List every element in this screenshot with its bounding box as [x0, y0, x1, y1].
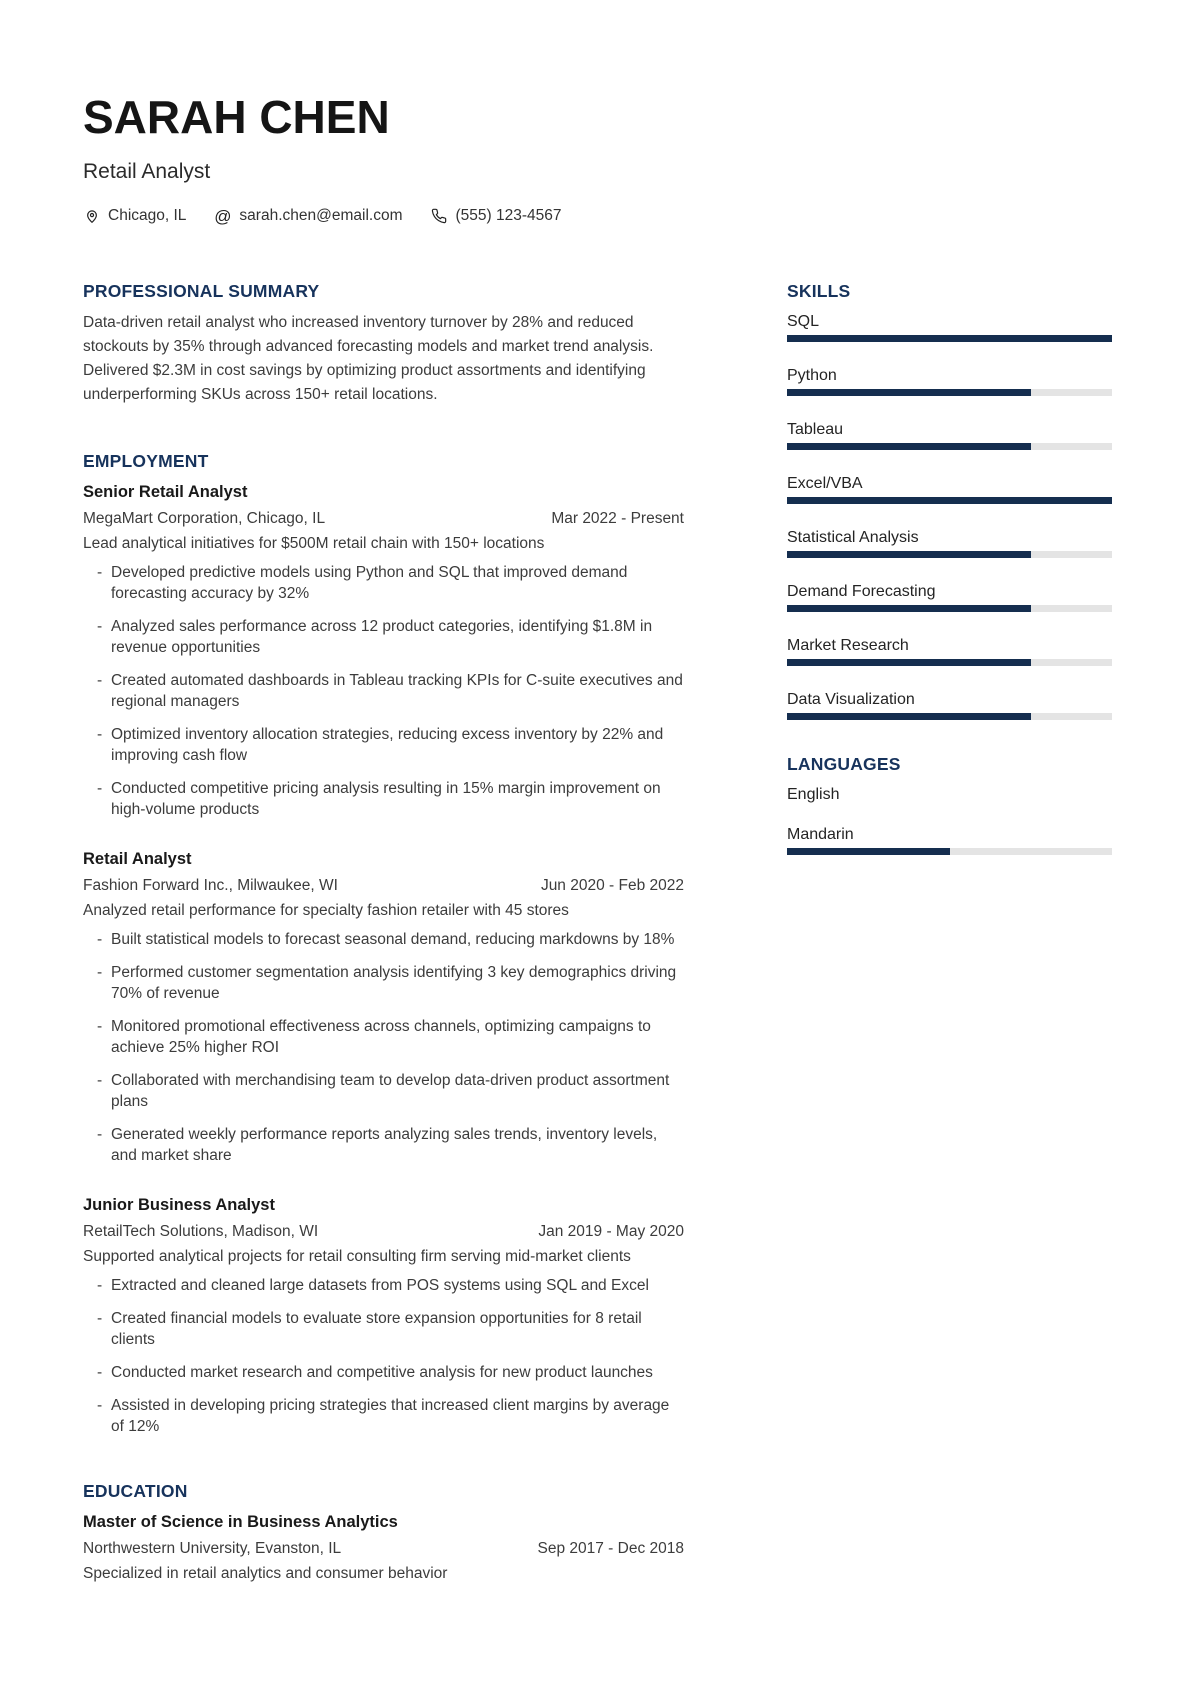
language-label: Mandarin [787, 825, 854, 843]
bullet-dash: - [97, 563, 103, 581]
job-entry [83, 1194, 684, 1437]
job-lead: Analyzed retail performance for specialty fashion retailer with 45 stores [83, 901, 569, 919]
education-school: Northwestern University, Evanston, IL [83, 1539, 342, 1557]
at-icon: @ [214, 206, 232, 226]
skill-label: Statistical Analysis [787, 528, 919, 546]
bullet-text: Created financial models to evaluate store expansion opportunities for 8 retail clients [111, 1309, 642, 1348]
job-title: Retail Analyst [83, 849, 192, 868]
bullet-dash: - [97, 1396, 103, 1414]
job-bullet-list [83, 562, 684, 820]
skill-label: Data Visualization [787, 690, 915, 708]
skill-bar-fill [787, 713, 1031, 720]
job-meta-row [83, 1221, 684, 1243]
skill-label: Python [787, 366, 837, 384]
bullet-text: Collaborated with merchandising team to develop data-driven product assortment plans [111, 1071, 670, 1110]
job-company: RetailTech Solutions, Madison, WI [83, 1222, 319, 1240]
skill-bar-fill [787, 335, 1112, 342]
job-bullet [83, 1275, 684, 1296]
bullet-dash: - [97, 1363, 103, 1381]
job-bullet [83, 562, 684, 604]
job-title: Junior Business Analyst [83, 1195, 275, 1214]
contact-text: Chicago, IL [108, 207, 187, 224]
skills-section [787, 281, 1112, 720]
job-title: Senior Retail Analyst [83, 482, 248, 501]
job-company: MegaMart Corporation, Chicago, IL [83, 509, 326, 527]
skill-item [787, 311, 1112, 342]
contact-text: (555) 123-4567 [455, 207, 562, 224]
bullet-text: Created automated dashboards in Tableau tracking KPIs for C-suite executives and regional managers [111, 671, 683, 710]
skills-heading: SKILLS [787, 281, 851, 301]
bullet-dash: - [97, 930, 103, 948]
employment-heading: EMPLOYMENT [83, 450, 209, 471]
job-bullet [83, 670, 684, 712]
bullet-text: Conducted market research and competitive analysis for new product launches [111, 1363, 653, 1381]
job-dates: Jan 2019 - May 2020 [538, 1222, 684, 1240]
job-bullet [83, 1308, 684, 1350]
skill-bar-track [787, 659, 1112, 666]
job-bullet [83, 1124, 684, 1166]
job-bullet [83, 1070, 684, 1112]
job-dates: Mar 2022 - Present [551, 509, 684, 527]
bullet-dash: - [97, 1017, 103, 1035]
contact-item [430, 207, 561, 225]
main-column [83, 281, 684, 1585]
language-item [787, 784, 1112, 806]
person-title: Retail Analyst [83, 160, 211, 183]
bullet-text: Extracted and cleaned large datasets from POS systems using SQL and Excel [111, 1276, 649, 1294]
education-detail: Specialized in retail analytics and consumer behavior [83, 1564, 448, 1582]
language-item [787, 824, 1112, 855]
bullet-text: Conducted competitive pricing analysis resulting in 15% margin improvement on high-volume products [111, 779, 661, 818]
languages-section [787, 754, 1112, 855]
bullet-dash: - [97, 1125, 103, 1143]
skill-item [787, 581, 1112, 612]
bullet-dash: - [97, 1071, 103, 1089]
job-bullet-list [83, 1275, 684, 1437]
skill-label: SQL [787, 312, 820, 330]
bullet-text: Performed customer segmentation analysis identifying 3 key demographics driving 70% of revenue [111, 963, 677, 1002]
summary-heading: PROFESSIONAL SUMMARY [83, 281, 320, 301]
education-heading: EDUCATION [83, 1480, 188, 1501]
bullet-text: Developed predictive models using Python and SQL that improved demand forecasting accuracy by 32% [111, 563, 628, 602]
job-bullet [83, 1395, 684, 1437]
person-name: SARAH CHEN [83, 91, 390, 143]
summary-text: Data-driven retail analyst who increased inventory turnover by 28% and reduced stockouts by 35% through advanced forecasting models and market trend analysis. Delivered $2.3M in cost savings by optimizing product assortments and identifying underperforming SKUs across 150+ retail locations. [83, 313, 654, 403]
bullet-dash: - [97, 617, 103, 635]
bullet-dash: - [97, 779, 103, 797]
bullet-dash: - [97, 725, 103, 743]
language-bar-fill [787, 848, 950, 855]
skill-bar-fill [787, 659, 1031, 666]
job-bullet [83, 724, 684, 766]
sidebar-column [787, 281, 1112, 1585]
education-degree: Master of Science in Business Analytics [83, 1512, 398, 1531]
bullet-dash: - [97, 671, 103, 689]
skill-bar-fill [787, 443, 1031, 450]
bullet-text: Monitored promotional effectiveness across channels, optimizing campaigns to achieve 25% higher ROI [111, 1017, 651, 1056]
job-bullet [83, 1362, 684, 1383]
job-dates: Jun 2020 - Feb 2022 [540, 876, 684, 894]
language-label: English [787, 785, 840, 803]
job-company: Fashion Forward Inc., Milwaukee, WI [83, 876, 338, 894]
job-entry [83, 848, 684, 1166]
employment-section [83, 451, 684, 1437]
job-bullet [83, 616, 684, 658]
contact-text: sarah.chen@email.com [239, 207, 403, 224]
skill-label: Excel/VBA [787, 474, 863, 492]
job-meta-row [83, 875, 684, 897]
skill-item [787, 365, 1112, 396]
skill-item [787, 689, 1112, 720]
education-dates: Sep 2017 - Dec 2018 [537, 1539, 684, 1557]
job-bullet [83, 929, 684, 950]
contact-row [83, 207, 1112, 225]
phone-icon [430, 208, 447, 225]
education-meta-row [83, 1538, 684, 1560]
skill-bar-track [787, 335, 1112, 342]
bullet-dash: - [97, 1276, 103, 1294]
job-meta-row [83, 508, 684, 530]
two-column-layout [83, 281, 1112, 1585]
job-bullet [83, 778, 684, 820]
skill-label: Demand Forecasting [787, 582, 936, 600]
skill-item [787, 419, 1112, 450]
job-lead: Supported analytical projects for retail consulting firm serving mid-market clients [83, 1247, 631, 1265]
contact-item [83, 207, 186, 225]
skill-item [787, 527, 1112, 558]
skill-bar-track [787, 551, 1112, 558]
skill-bar-fill [787, 605, 1031, 612]
skill-bar-track [787, 443, 1112, 450]
skill-bar-fill [787, 497, 1112, 504]
education-section [83, 1481, 684, 1585]
skill-bar-track [787, 605, 1112, 612]
bullet-text: Generated weekly performance reports analyzing sales trends, inventory levels, and market share [111, 1125, 658, 1164]
contact-item [214, 207, 402, 225]
languages-heading: LANGUAGES [787, 753, 901, 774]
bullet-text: Assisted in developing pricing strategies that increased client margins by average of 12% [111, 1396, 670, 1435]
skill-bar-track [787, 713, 1112, 720]
bullet-text: Optimized inventory allocation strategies, reducing excess inventory by 22% and improving cash flow [111, 725, 664, 764]
job-bullet-list [83, 929, 684, 1166]
skill-label: Tableau [787, 420, 844, 438]
professional-summary-section [83, 281, 684, 407]
skill-bar-track [787, 389, 1112, 396]
job-entry [83, 481, 684, 820]
job-lead: Lead analytical initiatives for $500M retail chain with 150+ locations [83, 534, 545, 552]
location-pin-icon [83, 208, 100, 225]
bullet-text: Built statistical models to forecast seasonal demand, reducing markdowns by 18% [111, 930, 675, 948]
bullet-dash: - [97, 1309, 103, 1327]
language-bar-track [787, 848, 1112, 855]
skill-item [787, 473, 1112, 504]
skill-label: Market Research [787, 636, 909, 654]
bullet-dash: - [97, 963, 103, 981]
job-bullet [83, 1016, 684, 1058]
job-bullet [83, 962, 684, 1004]
bullet-text: Analyzed sales performance across 12 product categories, identifying $1.8M in revenue opportunities [111, 617, 653, 656]
skill-bar-fill [787, 389, 1031, 396]
resume-header [83, 91, 1112, 226]
skill-item [787, 635, 1112, 666]
skill-bar-track [787, 497, 1112, 504]
skill-bar-fill [787, 551, 1031, 558]
